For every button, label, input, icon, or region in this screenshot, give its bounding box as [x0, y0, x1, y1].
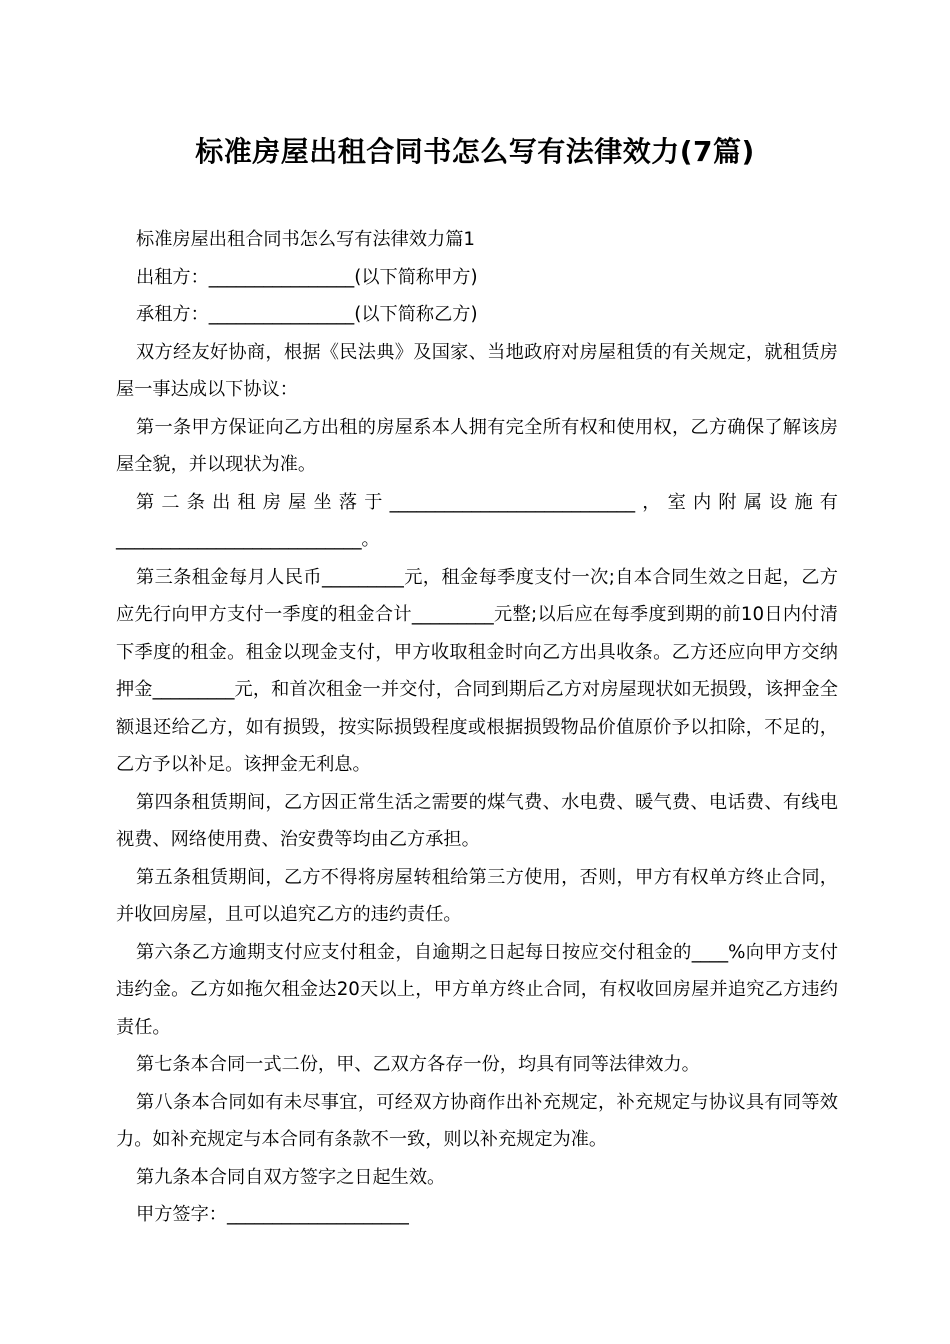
section-heading: 标准房屋出租合同书怎么写有法律效力篇1 [136, 229, 475, 250]
lessor-line: 出租方：________________(以下简称甲方) [136, 266, 478, 288]
lessee-line: 承租方：________________(以下简称乙方) [136, 304, 478, 325]
clause-8: 第八条本合同如有未尽事宜，可经双方协商作出补充规定，补充规定与协议具有同等效力。如补充规定与本合同有条款不一致，则以补充规定为准。 [116, 1091, 838, 1150]
document-body [116, 221, 838, 1234]
clause-2: 第二条出租房屋坐落于___________________________，室内附属设施有___________________________。 [116, 491, 838, 550]
party-a-signature-line: 甲方签字：____________________ [136, 1204, 409, 1225]
clause-7: 第七条本合同一式二份，甲、乙双方各存一份，均具有同等法律效力。 [136, 1054, 700, 1075]
clause-3: 第三条租金每月人民币_________元，租金每季度支付一次;自本合同生效之日起，乙方应先行向甲方支付一季度的租金合计_________元整;以后应在每季度到期的前10日内付清下季度的租金。租金以现金支付，甲方收取租金时向乙方出具收条。乙方还应向甲方交纳押金_________元，和首次租金一并交付，合同到期后乙方对房屋现状如无损毁，该押金全额退还给乙方，如有损毁，按实际损毁程度或根据损毁物品价值原价予以扣除，不足的，乙方予以补足。该押金无利息。 [116, 566, 838, 775]
clause-6: 第六条乙方逾期支付应支付租金，自逾期之日起每日按应交付租金的____%向甲方支付违约金。乙方如拖欠租金达20天以上，甲方单方终止合同，有权收回房屋并追究乙方违约责任。 [116, 941, 838, 1038]
preamble-paragraph: 双方经友好协商，根据《民法典》及国家、当地政府对房屋租赁的有关规定，就租赁房屋一事达成以下协议： [116, 341, 838, 400]
document-title: 标准房屋出租合同书怎么写有法律效力(7篇) [195, 135, 755, 168]
clause-4: 第四条租赁期间，乙方因正常生活之需要的煤气费、水电费、暖气费、电话费、有线电视费、网络使用费、治安费等均由乙方承担。 [116, 791, 838, 850]
clause-9: 第九条本合同自双方签字之日起生效。 [136, 1166, 446, 1188]
clause-1: 第一条甲方保证向乙方出租的房屋系本人拥有完全所有权和使用权，乙方确保了解该房屋全貌，并以现状为准。 [116, 416, 838, 475]
clause-5: 第五条租赁期间，乙方不得将房屋转租给第三方使用，否则，甲方有权单方终止合同，并收回房屋，且可以追究乙方的违约责任。 [116, 866, 838, 925]
